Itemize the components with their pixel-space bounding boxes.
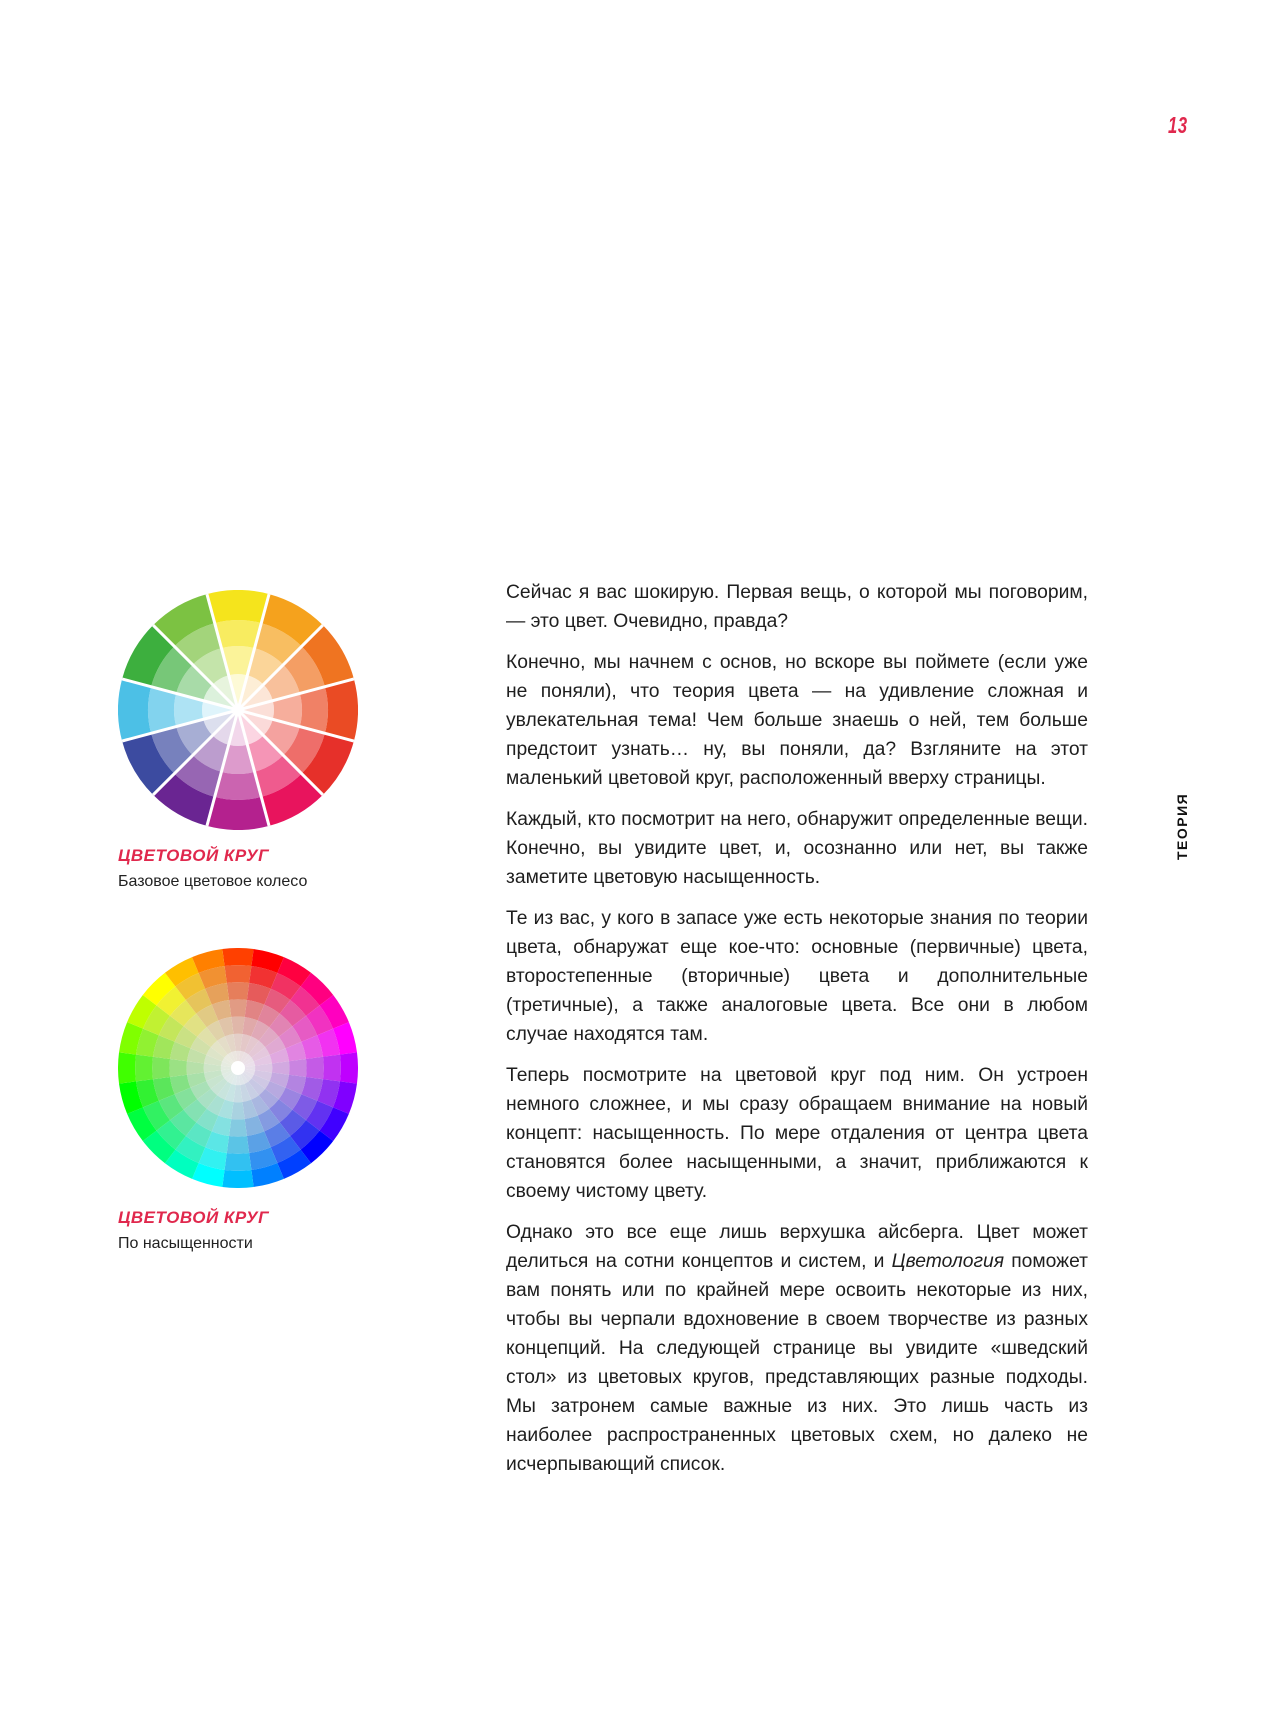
caption-subtitle: Базовое цветовое колесо [118,873,308,890]
page-number: 13 [1168,112,1188,138]
wheel-segment [135,1055,153,1082]
wheel-segment [325,679,358,741]
book-title: Цветология [891,1251,1005,1272]
body-text [506,578,1088,1491]
caption-title: ЦВЕТОВОЙ КРУГ [118,1208,270,1227]
figure-caption-basic [118,846,448,891]
wheel-segment [225,1153,252,1171]
wheel-segment [272,1061,289,1074]
wheel-segment [323,1055,341,1082]
wheel-segment [207,590,269,623]
basic-color-wheel [118,590,358,830]
wheel-segment [118,1052,136,1083]
wheel-center [231,1061,245,1075]
paragraph [506,1218,1088,1479]
text-run: Однако это все еще лишь верхушка айсберга. Цвет может делиться на сотни концептов и систем, и [506,1222,1088,1272]
wheel-segment [187,1061,204,1074]
caption-subtitle: По насыщенности [118,1235,253,1252]
wheel-segment [229,1119,247,1137]
wheel-segment [225,965,252,983]
figure-caption-saturation [118,1208,448,1253]
wheel-segment [306,1057,324,1079]
paragraph: Каждый, кто посмотрит на него, обнаружит определенные вещи. Конечно, вы увидите цвет, и, осознанно или нет, вы также заметите цветовую насыщенность. [506,809,1088,888]
wheel-segment [169,1059,187,1077]
text-run: поможет вам понять или по крайней мере освоить некоторые из них, чтобы вы черпали вдохновение в своем творчестве из разных концепций. На следующей странице вы увидите «шведский стол» из цветовых кругов, представляющих разные подходы. Мы затронем самые важные из них. Это лишь часть из наиболее распространенных цветовых схем, но далеко не исчерпывающий список. [506,1251,1088,1475]
caption-title: ЦВЕТОВОЙ КРУГ [118,846,270,865]
paragraph: Сейчас я вас шокирую. Первая вещь, о которой мы поговорим, — это цвет. Очевидно, правда? [506,582,1088,632]
wheel-segment [289,1059,307,1077]
paragraph: Теперь посмотрите на цветовой круг под ним. Он устроен немного сложнее, и мы сразу обращаем внимание на новый концепт: насыщенность. По мере отдаления от центра цвета становятся более насыщенными, а значит, приближаются к своему чистому цвету. [506,1065,1088,1202]
wheel-segment [227,1136,249,1154]
wheel-segment [231,1102,244,1119]
wheel-segment [229,999,247,1017]
section-tab: ТЕОРИЯ [1174,792,1190,860]
paragraph: Те из вас, у кого в запасе уже есть некоторые знания по теории цвета, обнаружат еще кое-что: основные (первичные) цвета, второстепенные (вторичные) цвета и дополнительные (третичные), а также аналоговые цвета. Все они в любом случае находятся там. [506,908,1088,1045]
wheel-segment [222,1170,253,1188]
wheel-segment [231,1017,244,1034]
wheel-segment [340,1052,358,1083]
wheel-segment [207,797,269,830]
wheel-segment [222,948,253,966]
wheel-segment [118,679,151,741]
paragraph: Конечно, мы начнем с основ, но вскоре вы поймете (если уже не поняли), что теория цвета — на удивление сложная и увлекательная тема! Чем больше знаешь о ней, тем больше предстоит узнать… ну, вы поняли, да? Взгляните на этот маленький цветовой круг, расположенный вверху страницы. [506,652,1088,789]
saturation-color-wheel [118,948,358,1188]
wheel-segment [152,1057,170,1079]
wheel-segment [227,982,249,1000]
